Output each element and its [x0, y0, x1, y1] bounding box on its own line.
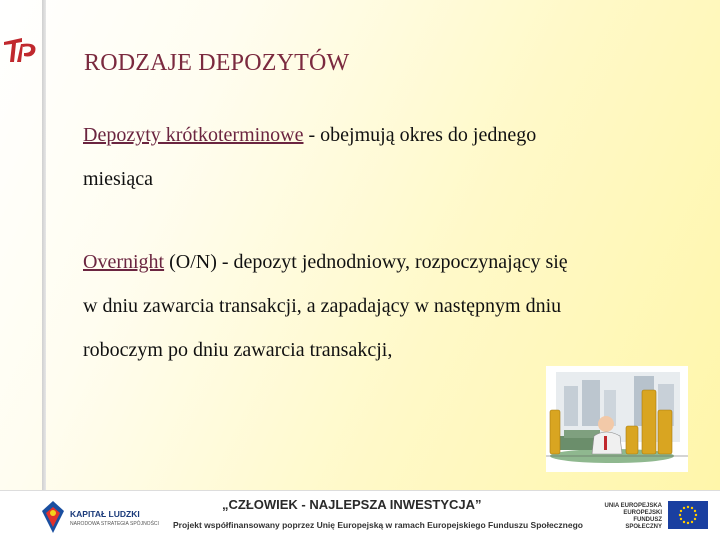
- money-clipart: [546, 366, 688, 472]
- footer-banner: [0, 490, 720, 541]
- definition-short-term-deposits: - obejmują okres do jednego miesiąca: [83, 124, 537, 190]
- tp-logo: [2, 36, 42, 68]
- kapital-ludzki-subtitle: NARODOWA STRATEGIA SPÓJNOŚCI: [70, 521, 159, 527]
- term-short-term-deposits: Depozyty krótkoterminowe: [83, 124, 304, 146]
- paragraph-overnight: [83, 240, 583, 372]
- left-accent-bar: [42, 0, 46, 490]
- slide-title: RODZAJE DEPOZYTÓW: [84, 50, 350, 76]
- footer-slogan: „CZŁOWIEK - NAJLEPSZA INWESTYCJA”: [222, 497, 482, 512]
- eu-line-1: UNIA EUROPEJSKA: [604, 503, 662, 509]
- eu-line-2: EUROPEJSKI: [623, 510, 662, 516]
- paragraph-short-term-deposits: [83, 113, 583, 201]
- kapital-ludzki-logo: [40, 499, 66, 535]
- definition-overnight: (O/N) - depozyt jednodniowy, rozpoczynający się w dniu zawarcia transakcji, a zapadający w następnym dniu roboczym po dniu zawarcia transakcji,: [83, 251, 568, 361]
- footer-project-note: Projekt współfinansowany poprzez Unię Europejską w ramach Europejskiego Funduszu Społecznego: [173, 520, 583, 530]
- eu-line-3: FUNDUSZ SPOŁECZNY: [625, 517, 662, 530]
- eu-fund-label: [600, 503, 662, 531]
- eu-flag-icon: [668, 501, 708, 529]
- term-overnight: Overnight: [83, 251, 165, 273]
- kapital-ludzki-name: KAPITAŁ LUDZKI: [70, 509, 140, 519]
